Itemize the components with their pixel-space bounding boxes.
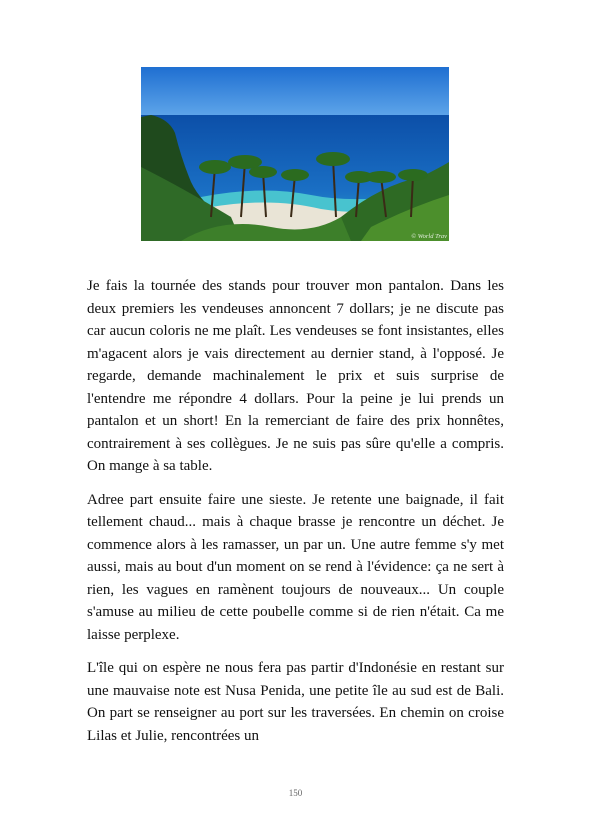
- paragraph: Je fais la tournée des stands pour trouver mon pantalon. Dans les deux premiers les vendeuses annoncent 7 dollars; je ne discute pas car aucun coloris ne me plaît. Les vendeuses se font insistantes, elles m'agacent alors je vais directement au dernier stand, à l'opposé. Je regarde, demande machinalement le prix et suis surprise de l'entendre me répondre 4 dollars. Pour la peine je lui prends un pantalon et un short! En la remerciant de faire des prix honnêtes, contrairement à ses collègues. Je ne suis pas sûre qu'elle a compris. On mange à sa table.: [87, 278, 504, 474]
- photo-watermark: © World Trav: [411, 233, 447, 240]
- body-text: [87, 275, 504, 758]
- beach-photo: [141, 67, 449, 241]
- paragraph: L'île qui on espère ne nous fera pas partir d'Indonésie en restant sur une mauvaise note est Nusa Penida, une petite île au sud est de Bali. On part se renseigner au port sur les traversées. En chemin on croise Lilas et Julie, rencontrées un: [87, 660, 504, 744]
- beach-photo-illustration: [141, 67, 449, 241]
- paragraph: Adree part ensuite faire une sieste. Je retente une baignade, il fait tellement chaud... mais à chaque brasse je rencontre un déchet. Je commence alors à les ramasser, un par un. Une autre femme s'y met aussi, mais au bout d'un moment on se rend à l'évidence: ça ne sert à rien, les vagues en ramènent toujours de nouveaux... Un couple s'amuse au milieu de cette poubelle comme si de rien n'était. Ca me laisse perplexe.: [87, 491, 504, 643]
- page-number: 150: [288, 788, 303, 798]
